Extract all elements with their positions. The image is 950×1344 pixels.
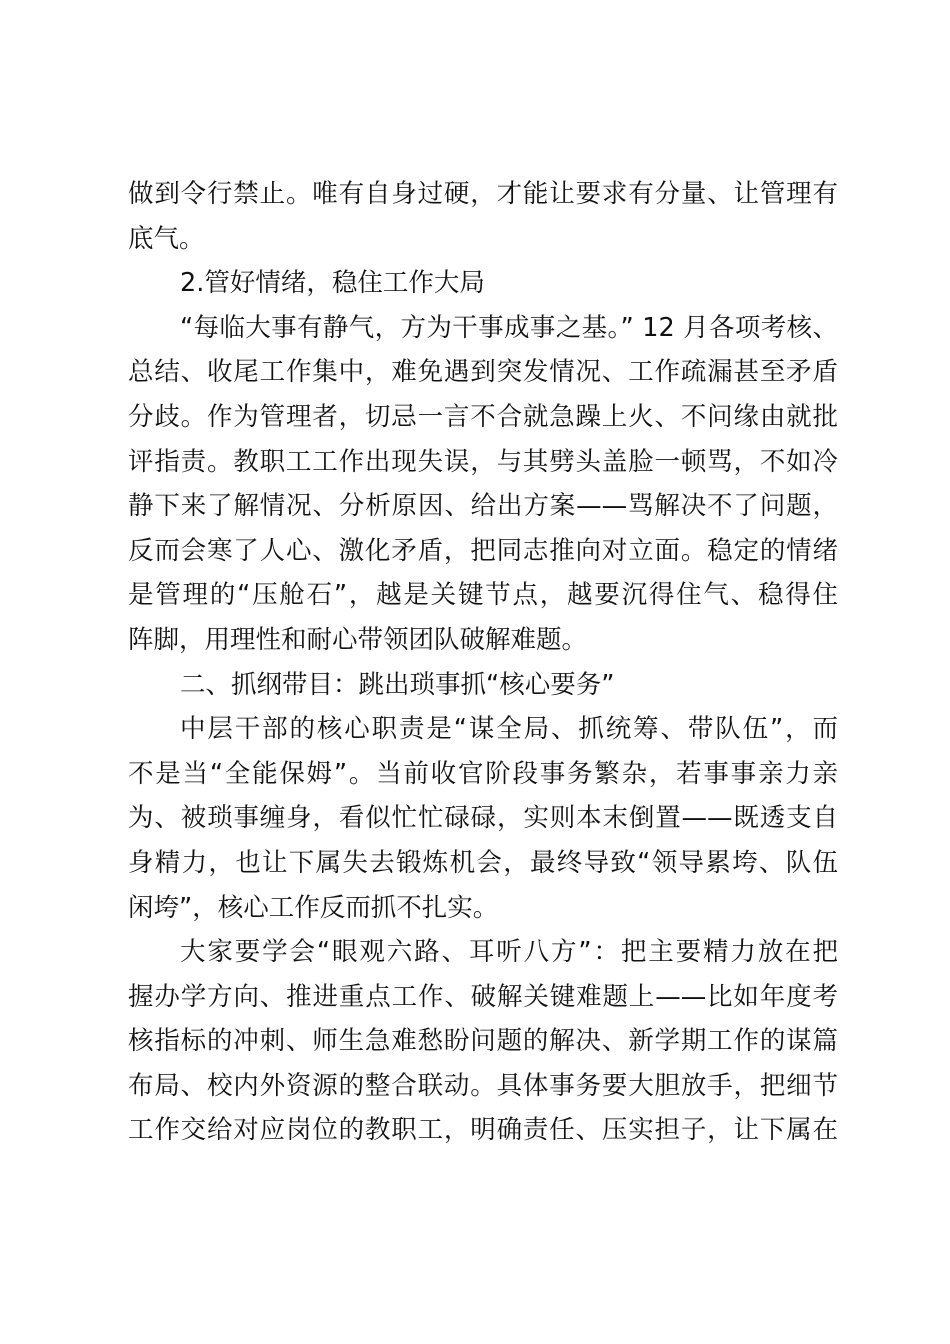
body-text: [128, 172, 838, 1153]
text-line: 握办学方向、推进重点工作、破解关键难题上——比如年度考: [128, 981, 838, 1012]
text-line: 闲垮”，核心工作反而抓不扎实。: [128, 892, 499, 923]
text-line: “每临大事有静气，方为干事成事之基。” 12 月各项考核、: [180, 312, 838, 343]
text-line: 静下来了解情况、分析原因、给出方案——骂解决不了问题，: [128, 491, 838, 522]
section-heading: 二、抓纲带目：跳出琐事抓“核心要务”: [180, 669, 615, 700]
text-line: 底气。: [128, 223, 205, 254]
text-line: 为、被琐事缠身，看似忙忙碌碌，实则本末倒置——既透支自: [128, 803, 838, 834]
text-line: 不是当“全能保姆”。当前收官阶段事务繁杂，若事事亲力亲: [128, 758, 838, 789]
text-line: 核指标的冲刺、师生急难愁盼问题的解决、新学期工作的谋篇: [128, 1026, 838, 1057]
text-line: 中层干部的核心职责是“谋全局、抓统筹、带队伍”，而: [180, 714, 838, 745]
text-line: 评指责。教职工工作出现失误，与其劈头盖脸一顿骂，不如冷: [128, 446, 838, 477]
text-line: 是管理的“压舱石”，越是关键节点，越要沉得住气、稳得住: [128, 580, 838, 611]
text-line: 工作交给对应岗位的教职工，明确责任、压实担子，让下属在: [128, 1115, 838, 1146]
section-heading: 2.管好情绪，稳住工作大局: [180, 268, 485, 299]
text-line: 身精力，也让下属失去锻炼机会，最终导致“领导累垮、队伍: [128, 847, 838, 878]
text-line: 做到令行禁止。唯有自身过硬，才能让要求有分量、让管理有: [128, 179, 838, 209]
text-line: 总结、收尾工作集中，难免遇到突发情况、工作疏漏甚至矛盾: [128, 357, 838, 388]
text-line: 布局、校内外资源的整合联动。具体事务要大胆放手，把细节: [128, 1070, 838, 1101]
text-line: 阵脚，用理性和耐心带领团队破解难题。: [128, 624, 588, 655]
text-line: 大家要学会“眼观六路、耳听八方”：把主要精力放在把: [180, 937, 838, 968]
text-line: 分歧。作为管理者，切忌一言不合就急躁上火、不问缘由就批: [128, 401, 838, 432]
text-line: 反而会寒了人心、激化矛盾，把同志推向对立面。稳定的情绪: [128, 535, 838, 566]
